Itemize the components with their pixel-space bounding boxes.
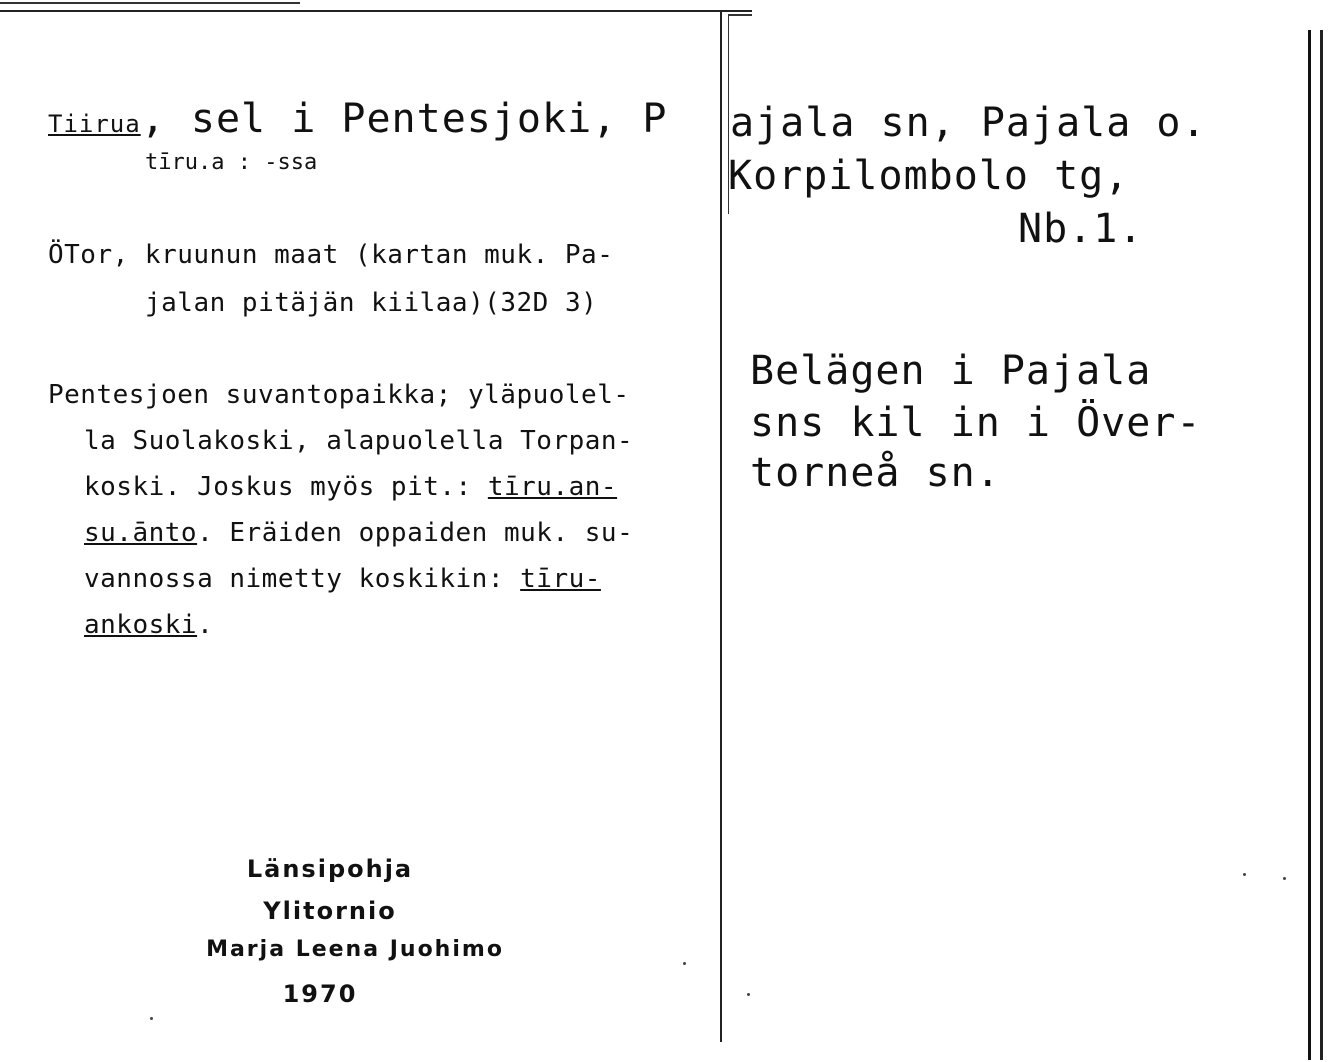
- description-line: la Suolakoski, alapuolella Torpan-: [84, 426, 634, 456]
- fold-line: [720, 12, 722, 1042]
- scan-speck: [1283, 877, 1286, 880]
- scan-edge-line: [0, 10, 752, 12]
- location-note: sns kil in i Över-: [750, 400, 1202, 446]
- description-line: [84, 564, 601, 594]
- headword: Tiirua: [48, 110, 141, 138]
- dialect-form: tīru.an-: [487, 472, 618, 502]
- dialect-form: su.ānto: [84, 518, 198, 548]
- source-line: ÖTor, kruunun maat (kartan muk. Pa-: [48, 240, 614, 270]
- scan-speck: [747, 993, 750, 996]
- description-text: koski. Joskus myös pit.:: [84, 472, 488, 502]
- description-line: Pentesjoen suvantopaikka; yläpuolel-: [48, 380, 630, 410]
- card-edge: [1320, 30, 1323, 1060]
- description-text: .: [197, 610, 214, 640]
- scan-speck: [150, 1017, 153, 1020]
- stamp-collector: Marja Leena Juohimo: [206, 937, 504, 962]
- header-right-2: Korpilombolo tg,: [728, 153, 1130, 199]
- location-note: torneå sn.: [750, 450, 1001, 496]
- stamp-place: Ylitornio: [263, 897, 397, 925]
- scan-speck: [683, 962, 686, 965]
- header-right: ajala sn, Pajala o.: [730, 100, 1207, 146]
- pronunciation: tīru.a : -ssa: [145, 150, 318, 175]
- dialect-form: ankoski: [84, 610, 198, 640]
- stamp-region: Länsipohja: [246, 855, 414, 883]
- description-text: vannossa nimetty koskikin:: [84, 564, 521, 594]
- header-text: , sel i Pentesjoki, P: [140, 96, 668, 142]
- dialect-form: tīru-: [520, 564, 601, 594]
- scan-edge-line: [0, 2, 300, 4]
- description-line: [84, 610, 213, 640]
- stamp-year: 1970: [282, 980, 358, 1008]
- description-line: [84, 472, 617, 502]
- source-line: jalan pitäjän kiilaa)(32D 3): [145, 288, 598, 318]
- scan-speck: [1243, 873, 1246, 876]
- description-line: [84, 518, 633, 548]
- card-edge: [1308, 30, 1311, 1060]
- header-right-3: Nb.1.: [1018, 206, 1144, 252]
- location-note: Belägen i Pajala: [750, 348, 1152, 394]
- description-text: . Eräiden oppaiden muk. su-: [197, 518, 634, 548]
- entry-header: [48, 96, 667, 142]
- fold-line: [728, 14, 752, 16]
